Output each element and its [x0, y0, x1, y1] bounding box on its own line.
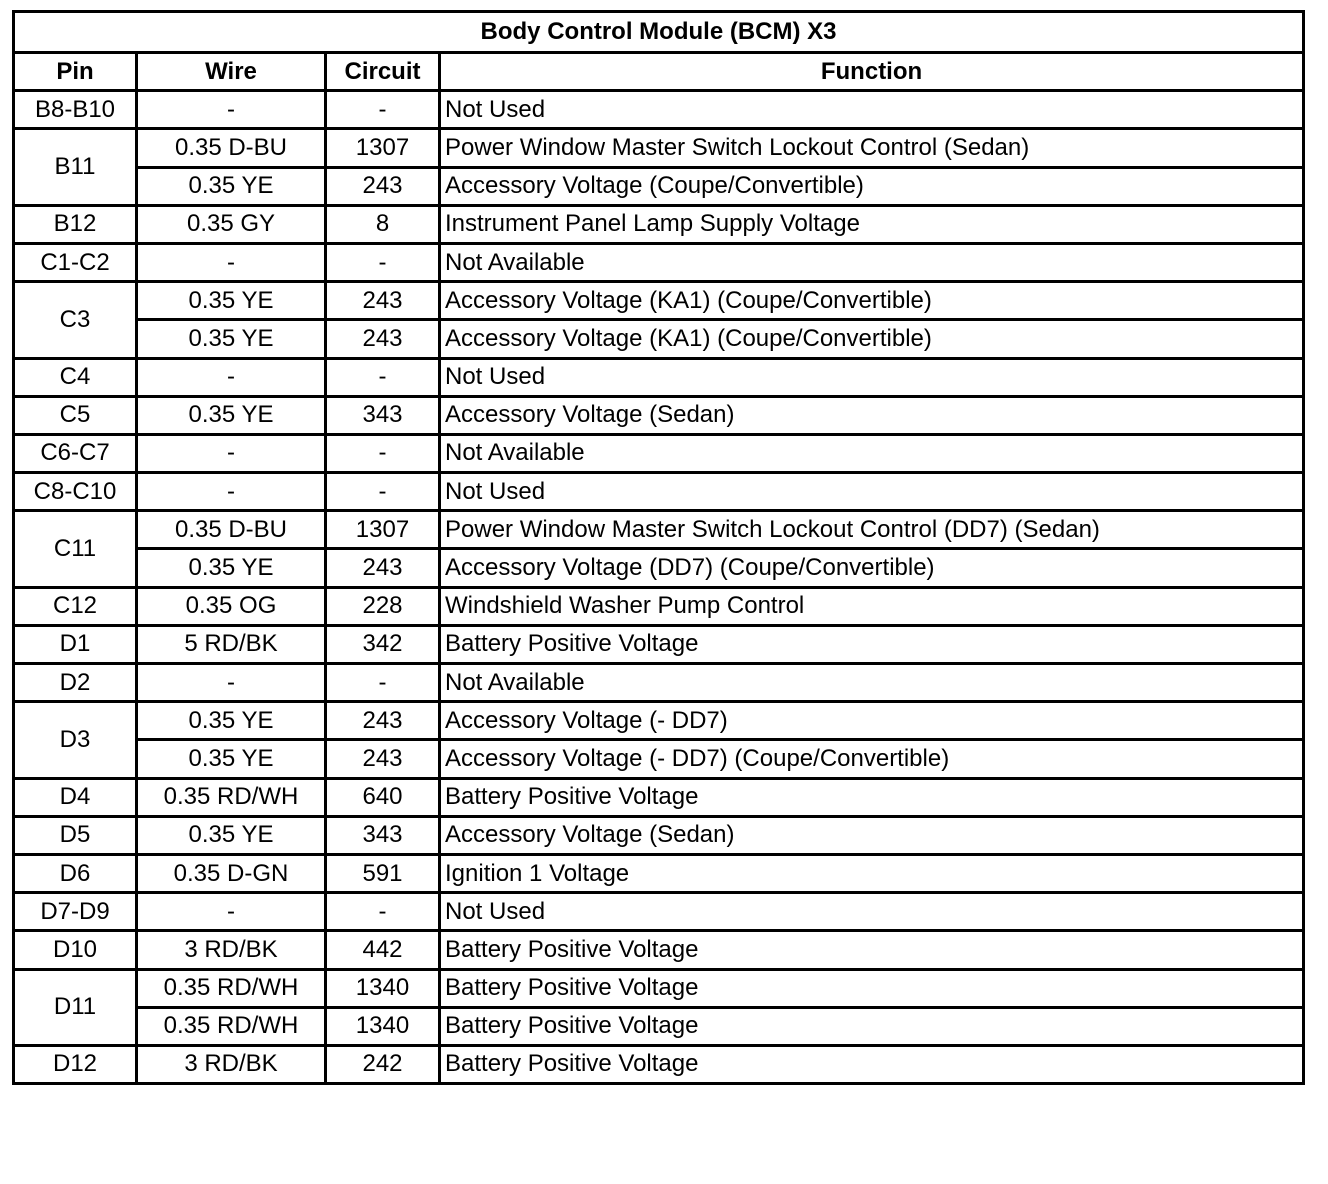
- function-cell: Accessory Voltage (Sedan): [440, 816, 1304, 854]
- header-function: Function: [440, 53, 1304, 91]
- circuit-cell: 243: [326, 320, 440, 358]
- wire-cell: 0.35 YE: [137, 549, 326, 587]
- function-cell: Not Used: [440, 91, 1304, 129]
- wire-cell: 5 RD/BK: [137, 625, 326, 663]
- circuit-cell: 1307: [326, 511, 440, 549]
- function-cell: Accessory Voltage (KA1) (Coupe/Convertible): [440, 320, 1304, 358]
- function-cell: Not Available: [440, 243, 1304, 281]
- table-row: [14, 1045, 1304, 1083]
- circuit-cell: 640: [326, 778, 440, 816]
- pin-cell: D11: [14, 969, 137, 1045]
- circuit-cell: 1307: [326, 129, 440, 167]
- pin-cell: B8-B10: [14, 91, 137, 129]
- function-cell: Power Window Master Switch Lockout Control (Sedan): [440, 129, 1304, 167]
- table-row: [14, 664, 1304, 702]
- function-cell: Battery Positive Voltage: [440, 1007, 1304, 1045]
- pin-cell: C4: [14, 358, 137, 396]
- function-cell: Not Used: [440, 893, 1304, 931]
- wire-cell: 0.35 RD/WH: [137, 1007, 326, 1045]
- wire-cell: 3 RD/BK: [137, 1045, 326, 1083]
- table-row: [14, 778, 1304, 816]
- pin-cell: C8-C10: [14, 473, 137, 511]
- function-cell: Battery Positive Voltage: [440, 969, 1304, 1007]
- table-row: [14, 434, 1304, 472]
- pin-cell: D6: [14, 854, 137, 892]
- wire-cell: 0.35 OG: [137, 587, 326, 625]
- pin-cell: C12: [14, 587, 137, 625]
- table-row: [14, 549, 1304, 587]
- wire-cell: 0.35 YE: [137, 396, 326, 434]
- circuit-cell: -: [326, 664, 440, 702]
- wire-cell: 0.35 D-BU: [137, 511, 326, 549]
- table-row: [14, 473, 1304, 511]
- header-wire: Wire: [137, 53, 326, 91]
- table-row: [14, 243, 1304, 281]
- wire-cell: 0.35 YE: [137, 167, 326, 205]
- pin-cell: B12: [14, 205, 137, 243]
- header-pin: Pin: [14, 53, 137, 91]
- pin-cell: D12: [14, 1045, 137, 1083]
- pin-cell: D5: [14, 816, 137, 854]
- table-row: [14, 740, 1304, 778]
- wire-cell: 0.35 YE: [137, 816, 326, 854]
- function-cell: Battery Positive Voltage: [440, 625, 1304, 663]
- table-row: [14, 893, 1304, 931]
- table-title: Body Control Module (BCM) X3: [14, 12, 1304, 53]
- circuit-cell: 442: [326, 931, 440, 969]
- function-cell: Not Used: [440, 358, 1304, 396]
- wire-cell: 0.35 RD/WH: [137, 778, 326, 816]
- pin-cell: D3: [14, 702, 137, 778]
- function-cell: Not Available: [440, 434, 1304, 472]
- circuit-cell: 1340: [326, 1007, 440, 1045]
- function-cell: Instrument Panel Lamp Supply Voltage: [440, 205, 1304, 243]
- table-row: [14, 625, 1304, 663]
- wire-cell: 0.35 RD/WH: [137, 969, 326, 1007]
- wire-cell: 0.35 YE: [137, 702, 326, 740]
- wire-cell: 0.35 YE: [137, 282, 326, 320]
- circuit-cell: 343: [326, 816, 440, 854]
- wire-cell: 0.35 YE: [137, 740, 326, 778]
- wire-cell: -: [137, 664, 326, 702]
- circuit-cell: -: [326, 473, 440, 511]
- table-row: [14, 205, 1304, 243]
- pin-cell: D1: [14, 625, 137, 663]
- function-cell: Battery Positive Voltage: [440, 931, 1304, 969]
- table-row: [14, 282, 1304, 320]
- circuit-cell: -: [326, 893, 440, 931]
- function-cell: Not Used: [440, 473, 1304, 511]
- function-cell: Accessory Voltage (- DD7) (Coupe/Convertible): [440, 740, 1304, 778]
- circuit-cell: 242: [326, 1045, 440, 1083]
- table-row: [14, 969, 1304, 1007]
- wire-cell: -: [137, 243, 326, 281]
- function-cell: Battery Positive Voltage: [440, 1045, 1304, 1083]
- circuit-cell: 342: [326, 625, 440, 663]
- function-cell: Accessory Voltage (Sedan): [440, 396, 1304, 434]
- header-circuit: Circuit: [326, 53, 440, 91]
- circuit-cell: 243: [326, 282, 440, 320]
- table-row: [14, 931, 1304, 969]
- table-row: [14, 167, 1304, 205]
- pin-cell: C11: [14, 511, 137, 587]
- wire-cell: -: [137, 434, 326, 472]
- title-row: [14, 12, 1304, 53]
- function-cell: Windshield Washer Pump Control: [440, 587, 1304, 625]
- wire-cell: 0.35 GY: [137, 205, 326, 243]
- circuit-cell: 8: [326, 205, 440, 243]
- wire-cell: 0.35 D-GN: [137, 854, 326, 892]
- pin-cell: D7-D9: [14, 893, 137, 931]
- wire-cell: -: [137, 91, 326, 129]
- circuit-cell: -: [326, 243, 440, 281]
- circuit-cell: -: [326, 434, 440, 472]
- function-cell: Accessory Voltage (DD7) (Coupe/Convertible): [440, 549, 1304, 587]
- pin-cell: C6-C7: [14, 434, 137, 472]
- pin-cell: C3: [14, 282, 137, 358]
- pin-cell: C1-C2: [14, 243, 137, 281]
- header-row: [14, 53, 1304, 91]
- wire-cell: -: [137, 473, 326, 511]
- wire-cell: -: [137, 893, 326, 931]
- function-cell: Ignition 1 Voltage: [440, 854, 1304, 892]
- function-cell: Power Window Master Switch Lockout Control (DD7) (Sedan): [440, 511, 1304, 549]
- table-row: [14, 587, 1304, 625]
- table-body: [14, 91, 1304, 1084]
- table-row: [14, 358, 1304, 396]
- circuit-cell: -: [326, 91, 440, 129]
- table-row: [14, 91, 1304, 129]
- table-row: [14, 702, 1304, 740]
- table-row: [14, 129, 1304, 167]
- circuit-cell: 243: [326, 549, 440, 587]
- table-row: [14, 320, 1304, 358]
- circuit-cell: 243: [326, 702, 440, 740]
- pin-cell: D2: [14, 664, 137, 702]
- table-row: [14, 396, 1304, 434]
- circuit-cell: -: [326, 358, 440, 396]
- function-cell: Accessory Voltage (Coupe/Convertible): [440, 167, 1304, 205]
- table-row: [14, 1007, 1304, 1045]
- function-cell: Accessory Voltage (KA1) (Coupe/Convertible): [440, 282, 1304, 320]
- pin-cell: D10: [14, 931, 137, 969]
- function-cell: Battery Positive Voltage: [440, 778, 1304, 816]
- wire-cell: 0.35 D-BU: [137, 129, 326, 167]
- pin-cell: C5: [14, 396, 137, 434]
- pin-cell: D4: [14, 778, 137, 816]
- table-row: [14, 816, 1304, 854]
- circuit-cell: 343: [326, 396, 440, 434]
- connector-pinout-table: [12, 10, 1305, 1085]
- table-row: [14, 854, 1304, 892]
- table-row: [14, 511, 1304, 549]
- circuit-cell: 228: [326, 587, 440, 625]
- wire-cell: -: [137, 358, 326, 396]
- circuit-cell: 243: [326, 740, 440, 778]
- wire-cell: 3 RD/BK: [137, 931, 326, 969]
- pin-cell: B11: [14, 129, 137, 205]
- wire-cell: 0.35 YE: [137, 320, 326, 358]
- function-cell: Accessory Voltage (- DD7): [440, 702, 1304, 740]
- circuit-cell: 591: [326, 854, 440, 892]
- circuit-cell: 243: [326, 167, 440, 205]
- function-cell: Not Available: [440, 664, 1304, 702]
- circuit-cell: 1340: [326, 969, 440, 1007]
